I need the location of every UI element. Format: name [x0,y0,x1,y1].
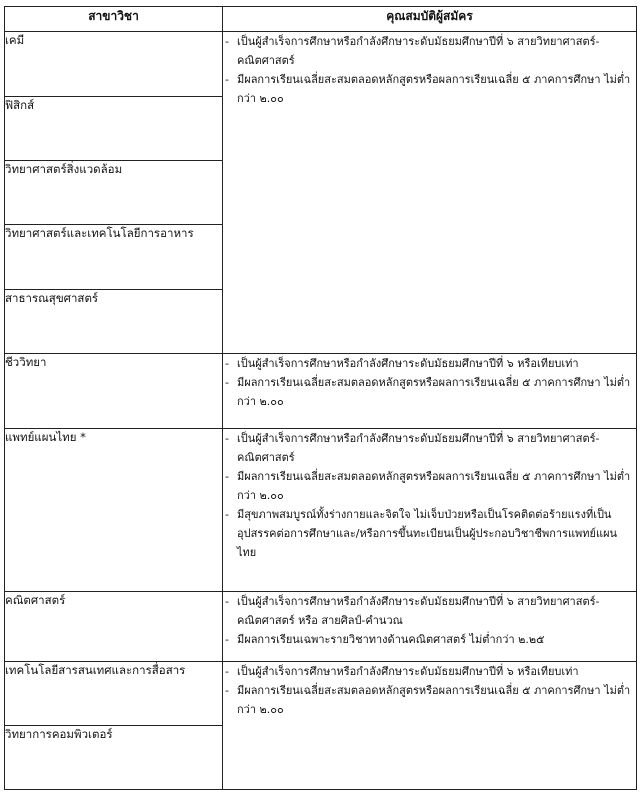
subject-cell: ฟิสิกส์ [5,97,223,161]
qualification-list [223,429,636,562]
qualification-item: - เป็นผู้สำเร็จการศึกษาหรือกำลังศึกษาระดับมัธยมศึกษาปีที่ ๖ หรือเทียบเท่า [223,354,636,373]
subject-cell: เทคโนโลยีสารสนเทศและการสื่อสาร [5,662,223,726]
subject-cell: สาธารณสุขศาสตร์ [5,290,223,354]
qualification-item: - มีสุขภาพสมบูรณ์ทั้งร่างกายและจิตใจ ไม่เจ็บป่วยหรือเป็นโรคติดต่อร้ายแรงที่เป็นอุปสรรคต่อการศึกษาและ/หรือการขึ้นทะเบียนเป็นผู้ประกอบวิชาชีพการแพทย์แผนไทย [223,505,636,562]
qualifications-cell [223,429,637,592]
qualification-list [223,354,636,411]
table-row [5,429,637,592]
qualification-item: - มีผลการเรียนเฉลี่ยสะสมตลอดหลักสูตรหรือผลการเรียนเฉลี่ย ๕ ภาคการศึกษา ไม่ต่ำกว่า ๒.๐๐ [223,467,636,505]
qualification-item: - มีผลการเรียนเฉพาะรายวิชาทางด้านคณิตศาสตร์ ไม่ต่ำกว่า ๒.๒๕ [223,630,636,649]
table-row [5,592,637,662]
qualification-item: - มีผลการเรียนเฉลี่ยสะสมตลอดหลักสูตรหรือผลการเรียนเฉลี่ย ๕ ภาคการศึกษา ไม่ต่ำกว่า ๒.๐๐ [223,681,636,719]
qualifications-cell [223,354,637,429]
subject-cell: คณิตศาสตร์ [5,592,223,662]
table-row [5,662,637,726]
qualification-list [223,592,636,649]
qualification-item: - เป็นผู้สำเร็จการศึกษาหรือกำลังศึกษาระดับมัธยมศึกษาปีที่ ๖ สายวิทยาศาสตร์-คณิตศาสตร์ [223,429,636,467]
table-row [5,354,637,429]
qualification-item: - เป็นผู้สำเร็จการศึกษาหรือกำลังศึกษาระดับมัธยมศึกษาปีที่ ๖ สายวิทยาศาสตร์-คณิตศาสตร์ หรือ สายศิลป์-คำนวณ [223,592,636,630]
qualifications-cell [223,32,637,354]
subject-cell: ชีววิทยา [5,354,223,429]
qualifications-cell [223,662,637,790]
subject-cell: วิทยาศาสตร์และเทคโนโลยีการอาหาร [5,225,223,290]
subject-cell: แพทย์แผนไทย * [5,429,223,592]
table-row [5,32,637,97]
table-header-row [5,7,637,32]
qualification-item: - มีผลการเรียนเฉลี่ยสะสมตลอดหลักสูตรหรือผลการเรียนเฉลี่ย ๕ ภาคการศึกษา ไม่ต่ำกว่า ๒.๐๐ [223,373,636,411]
qualifications-table [4,6,637,790]
qualification-item: - เป็นผู้สำเร็จการศึกษาหรือกำลังศึกษาระดับมัธยมศึกษาปีที่ ๖ สายวิทยาศาสตร์-คณิตศาสตร์ [223,32,636,70]
subject-cell: เคมี [5,32,223,97]
qualification-list [223,32,636,108]
qualification-item: - มีผลการเรียนเฉลี่ยสะสมตลอดหลักสูตรหรือผลการเรียนเฉลี่ย ๕ ภาคการศึกษา ไม่ต่ำกว่า ๒.๐๐ [223,70,636,108]
qualifications-cell [223,592,637,662]
header-subject: สาขาวิชา [5,7,223,32]
subject-cell: วิทยาศาสตร์สิ่งแวดล้อม [5,161,223,225]
qualification-item: - เป็นผู้สำเร็จการศึกษาหรือกำลังศึกษาระดับมัธยมศึกษาปีที่ ๖ หรือเทียบเท่า [223,662,636,681]
subject-cell: วิทยาการคอมพิวเตอร์ [5,726,223,790]
header-qualifications: คุณสมบัติผู้สมัคร [223,7,637,32]
qualification-list [223,662,636,719]
